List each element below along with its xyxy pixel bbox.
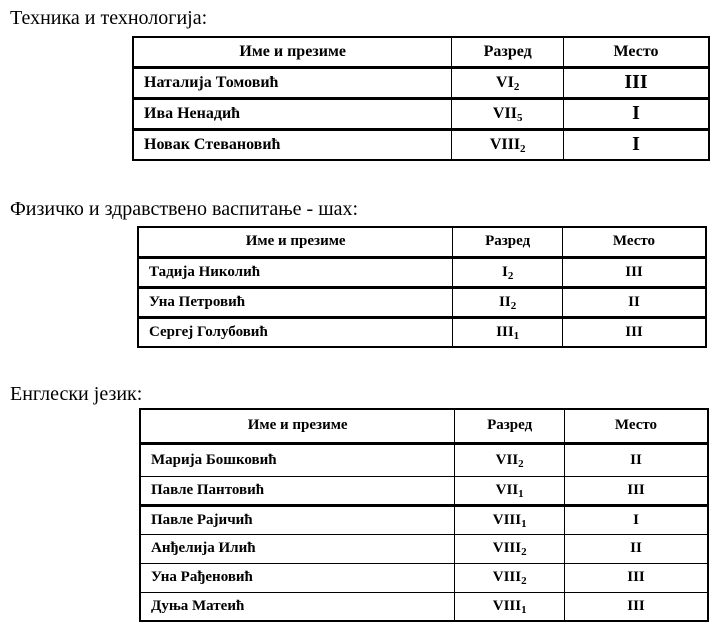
column-header-name: Име и презиме [140, 409, 455, 443]
student-place: II [565, 443, 709, 476]
student-grade: $VIII_2$ [455, 534, 565, 563]
table-header-row [138, 227, 706, 257]
student-place: III [565, 592, 709, 621]
awards-table-english [139, 408, 709, 622]
student-grade: $VIII_1$ [455, 592, 565, 621]
student-place: III [564, 67, 709, 98]
student-name: Тадија Николић [138, 257, 453, 287]
column-header-name: Име и презиме [138, 227, 453, 257]
table-row [133, 67, 709, 98]
table-row [133, 129, 709, 160]
column-header-place: Место [565, 409, 709, 443]
table-row [133, 98, 709, 129]
awards-table-technology [132, 36, 710, 161]
table-row [138, 257, 706, 287]
student-place: I [564, 98, 709, 129]
section-title-chess: Физичко и здравствено васпитање - шах: [10, 198, 359, 220]
column-header-place: Место [562, 227, 706, 257]
student-name: Анђелија Илић [140, 534, 455, 563]
student-grade: $VIII_1$ [455, 505, 565, 534]
student-place: I [565, 505, 709, 534]
student-name: Ива Ненадић [133, 98, 452, 129]
column-header-grade: Разред [453, 227, 563, 257]
column-header-grade: Разред [452, 37, 564, 67]
table-row [140, 476, 708, 505]
student-name: Дуња Матеић [140, 592, 455, 621]
student-grade: $VII_1$ [455, 476, 565, 505]
awards-table-chess [137, 226, 707, 348]
student-name: Павле Рајичић [140, 505, 455, 534]
column-header-place: Место [564, 37, 709, 67]
student-name: Уна Петровић [138, 287, 453, 317]
column-header-name: Име и презиме [133, 37, 452, 67]
student-name: Марија Бошковић [140, 443, 455, 476]
student-grade: $VII_5$ [452, 98, 564, 129]
student-place: III [565, 476, 709, 505]
table-row [140, 505, 708, 534]
student-place: III [565, 563, 709, 592]
student-place: III [562, 257, 706, 287]
student-grade: $I_2$ [453, 257, 563, 287]
table-row [140, 443, 708, 476]
section-title-english: Енглески језик: [10, 383, 143, 405]
table-row [140, 563, 708, 592]
table-row [138, 287, 706, 317]
table-row [138, 317, 706, 347]
student-name: Новак Стевановић [133, 129, 452, 160]
student-place: III [562, 317, 706, 347]
column-header-grade: Разред [455, 409, 565, 443]
student-grade: $VI_2$ [452, 67, 564, 98]
table-row [140, 592, 708, 621]
student-name: Уна Рађеновић [140, 563, 455, 592]
student-grade: $II_2$ [453, 287, 563, 317]
student-grade: $III_1$ [453, 317, 563, 347]
student-name: Павле Пантовић [140, 476, 455, 505]
section-title-technology: Техника и технологија: [10, 7, 208, 29]
student-place: II [562, 287, 706, 317]
student-grade: $VIII_2$ [455, 563, 565, 592]
student-name: Сергеј Голубовић [138, 317, 453, 347]
student-name: Наталија Томовић [133, 67, 452, 98]
table-row [140, 534, 708, 563]
table-header-row [133, 37, 709, 67]
student-place: I [564, 129, 709, 160]
student-grade: $VIII_2$ [452, 129, 564, 160]
student-place: II [565, 534, 709, 563]
student-grade: $VII_2$ [455, 443, 565, 476]
table-header-row [140, 409, 708, 443]
